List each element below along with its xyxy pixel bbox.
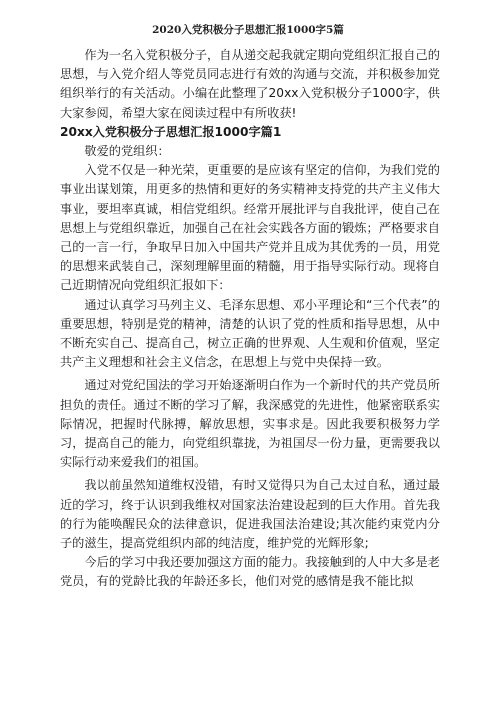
document-title: 2020入党积极分子思想汇报1000字5篇: [152, 24, 344, 36]
body-paragraph: 通过认真学习马列主义、毛泽东思想、邓小平理论和“三个代表”的重要思想，特别是党的精神，清楚的认识了党的性质和指导思想，从中不断充实自己、提高自己，树立正确的世界观、人生观和价值观，坚定共产主义理想和社会主义信念，在思想上与党中央保持一致。: [60, 297, 440, 370]
body-paragraph: 我以前虽然知道维权没错，有时又觉得只为自己太过自私，通过最近的学习，终于认识到我维权对国家法治建设起到的巨大作用。首先我的行为能唤醒民众的法律意识，促进我国法治建设;其次能约束党内分子的滋生，提高党组织内部的纯洁度，维护党的光辉形象;: [60, 478, 440, 551]
body-paragraph: 入党不仅是一种光荣，更重要的是应该有坚定的信仰，为我们党的事业出谋划策，用更多的热情和更好的务实精神支持党的共产主义伟大事业，要坦率真诚，相信党组织。经常开展批评与自我批评，使自己在思想上与党组织靠近，加强自己在社会实践各方面的锻炼；严格要求自己的一言一行，争取早日加入中国共产党并且成为其优秀的一员，用党的思想来武装自己，深刻理解里面的精髓，用于指导实际行动。现将自己近期情况向党组织汇报如下：: [60, 163, 440, 293]
intro-paragraph: 作为一名入党积极分子，自从递交起我就定期向党组织汇报自己的思想，与入党介绍人等党员同志进行有效的沟通与交流，并积极参加党组织举行的有关活动。小编在此整理了20xx入党积极分子1000字，供大家参阅，希望大家在阅读过程中有所收获!: [60, 48, 440, 120]
section-heading: 20xx入党积极分子思想汇报1000字篇1: [60, 124, 282, 139]
salutation: 敬爱的党组织：: [84, 144, 170, 159]
body-paragraph: 通过对党纪国法的学习开始逐渐明白作为一个新时代的共产党员所担负的责任。通过不断的学习了解，我深感党的先进性，他紧密联系实际情况，把握时代脉搏，解放思想，实事求是。因此我要积极努力学习，提高自己的能力，向党组织靠拢，为祖国尽一份力量，更需要我以实际行动来爱我们的祖国。: [60, 378, 440, 470]
body-paragraph: 今后的学习中我还要加强这方面的能力。我接触到的人中大多是老党员，有的党龄比我的年龄还多长，他们对党的感情是我不能比拟: [60, 555, 440, 589]
document-body: [60, 46, 440, 592]
